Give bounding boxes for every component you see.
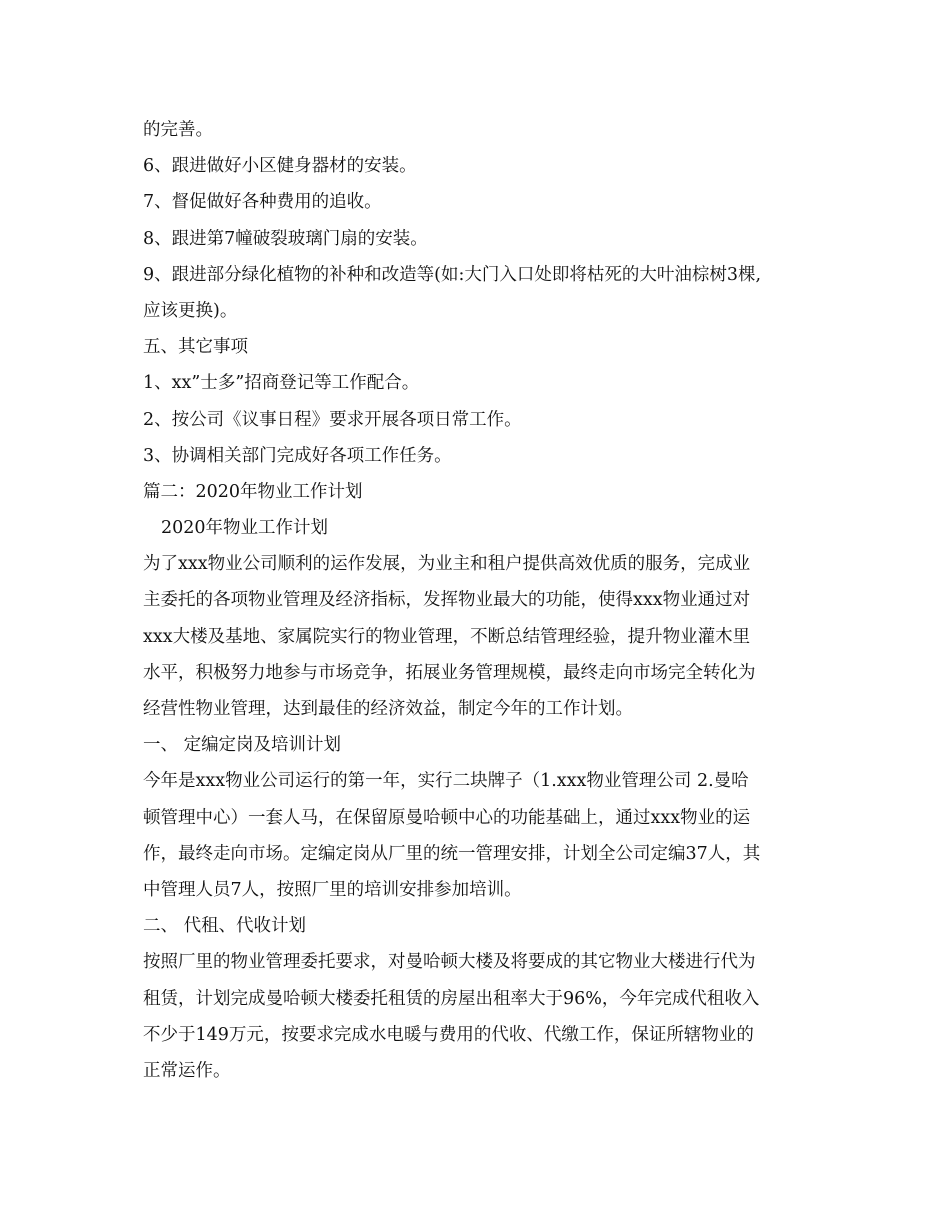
text-line: 的完善。 bbox=[143, 120, 213, 140]
list-item: 3、协调相关部门完成好各项工作任务。 bbox=[143, 445, 452, 466]
list-item: 6、跟进做好小区健身器材的安装。 bbox=[143, 156, 417, 177]
paragraph-line: 中管理人员7人，按照厂里的培训安排参加培训。 bbox=[143, 879, 522, 900]
paragraph-line: xxx大楼及基地、家属院实行的物业管理，不断总结管理经验，提升物业灌木里 bbox=[143, 626, 751, 647]
paragraph-line: 按照厂里的物业管理委托要求，对曼哈顿大楼及将要成的其它物业大楼进行代为 bbox=[143, 952, 756, 973]
section-heading: 五、其它事项 bbox=[143, 337, 248, 358]
list-item: 7、督促做好各种费用的追收。 bbox=[143, 192, 382, 213]
text-line: 应该更换)。 bbox=[143, 300, 238, 321]
list-item: 2、按公司《议事日程》要求开展各项日常工作。 bbox=[143, 409, 522, 430]
paragraph-line: 为了xxx物业公司顺利的运作发展，为业主和租户提供高效优质的服务，完成业 bbox=[143, 554, 751, 575]
list-item: 1、xx”士多”招商登记等工作配合。 bbox=[143, 373, 420, 394]
paragraph-line: 正常运作。 bbox=[143, 1060, 231, 1081]
paragraph-line: 不少于149万元，按要求完成水电暖与费用的代收、代缴工作，保证所辖物业的 bbox=[143, 1024, 754, 1045]
paragraph-line: 水平，积极努力地参与市场竞争，拓展业务管理规模，最终走向市场完全转化为 bbox=[143, 662, 756, 683]
document-title: 2020年物业工作计划 bbox=[161, 518, 329, 539]
paragraph-line: 租赁，计划完成曼哈顿大楼委托租赁的房屋出租率大于96%，今年完成代租收入 bbox=[143, 988, 760, 1009]
section-heading: 一、 定编定岗及培训计划 bbox=[143, 735, 342, 756]
list-item: 9、跟进部分绿化植物的补种和改造等(如:大门入口处即将枯死的大叶油棕树3棵, bbox=[143, 264, 762, 285]
list-item: 8、跟进第7幢破裂玻璃门扇的安装。 bbox=[143, 228, 428, 249]
document-body bbox=[143, 112, 823, 1089]
paragraph-line: 作，最终走向市场。定编定岗从厂里的统一管理安排，计划全公司定编37人，其 bbox=[143, 843, 761, 864]
paragraph-line: 今年是xxx物业公司运行的第一年，实行二块牌子（1.xxx物业管理公司 2.曼哈 bbox=[143, 771, 749, 792]
paragraph-line: 经营性物业管理，达到最佳的经济效益，制定今年的工作计划。 bbox=[143, 699, 633, 719]
paragraph-line: 主委托的各项物业管理及经济指标，发挥物业最大的功能，使得xxx物业通过对 bbox=[143, 590, 751, 611]
chapter-heading: 篇二：2020年物业工作计划 bbox=[143, 481, 363, 502]
paragraph-line: 顿管理中心）一套人马，在保留原曼哈顿中心的功能基础上，通过xxx物业的运 bbox=[143, 807, 751, 828]
section-heading: 二、 代租、代收计划 bbox=[143, 916, 307, 937]
